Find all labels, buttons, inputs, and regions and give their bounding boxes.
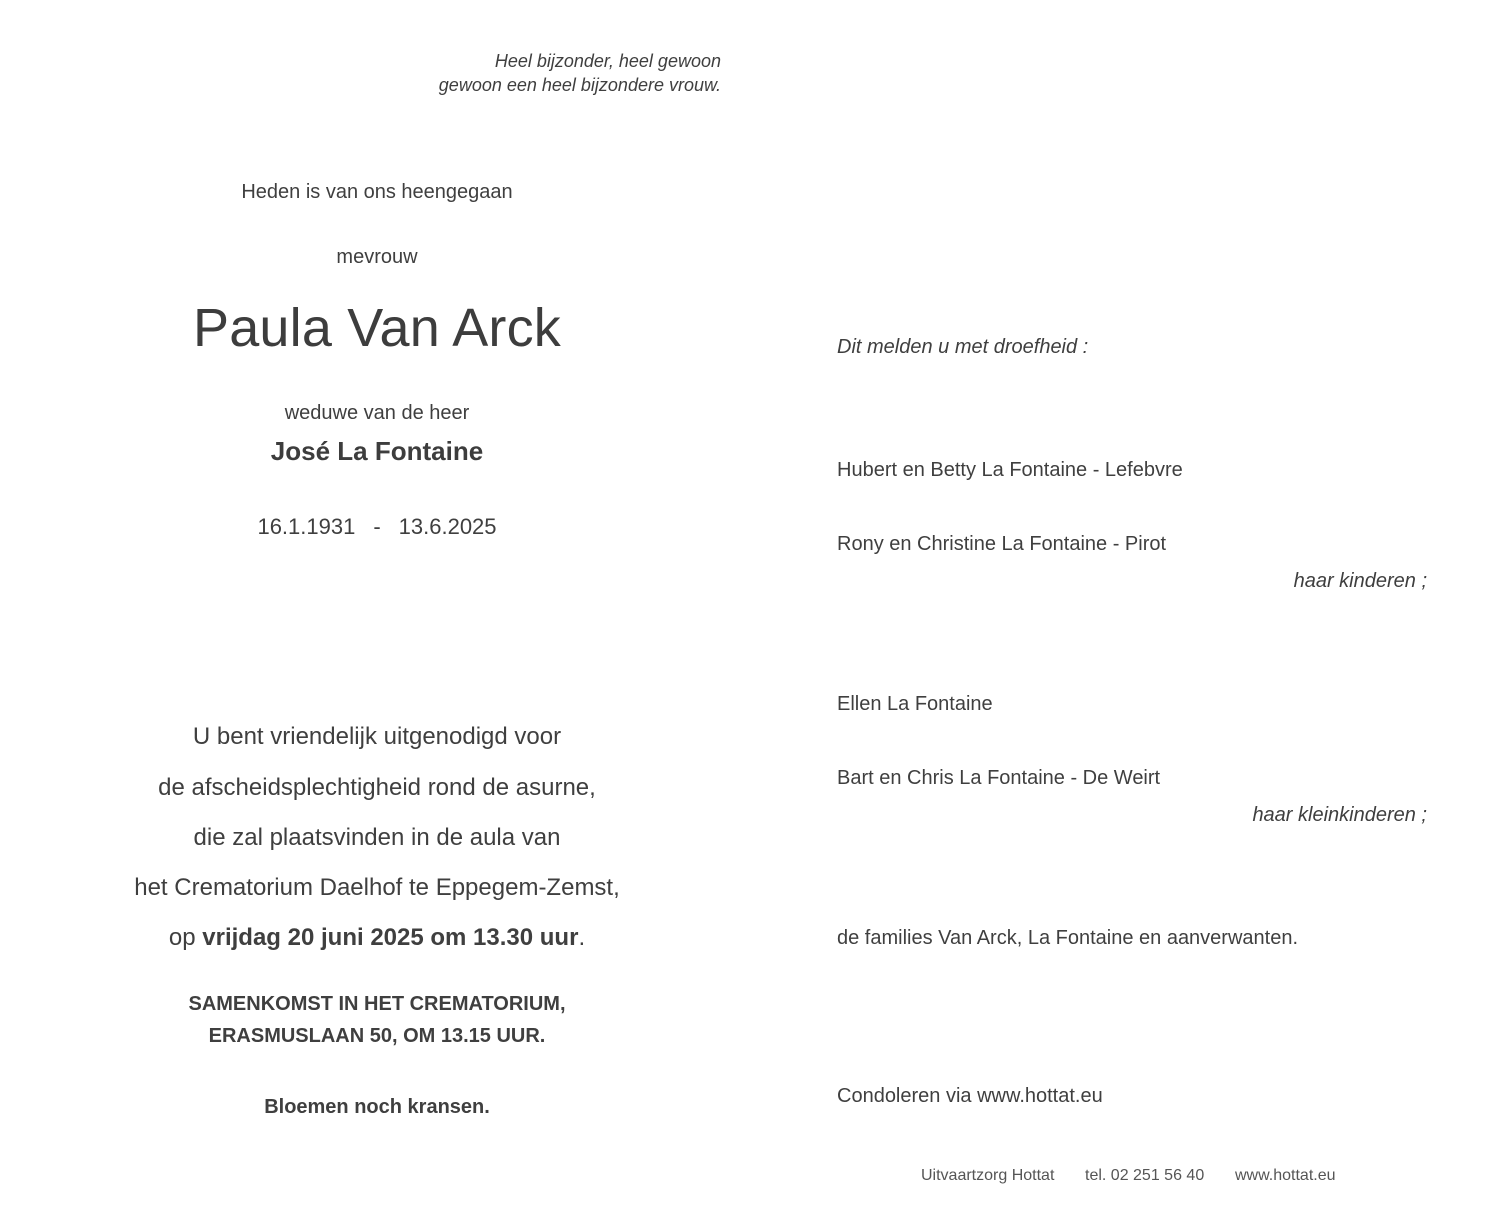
ceremony-datetime-prefix: op — [168, 924, 203, 951]
family-intro: Dit melden u met droefheid : — [837, 336, 1089, 358]
ceremony-line-1: U bent vriendelijk uitgenodigd voor — [192, 723, 562, 750]
child-1: Hubert en Betty La Fontaine - Lefebvre — [837, 459, 1183, 481]
ceremony-datetime — [90, 924, 664, 952]
gathering-line-2: ERASMUSLAAN 50, OM 13.15 UUR. — [208, 1025, 546, 1047]
ceremony-datetime-value: vrijdag 20 juni 2025 om 13.30 uur — [202, 924, 579, 951]
death-date: 13.6.2025 — [398, 514, 497, 539]
families-line: de families Van Arck, La Fontaine en aanverwanten. — [837, 927, 1299, 949]
quote — [439, 49, 721, 97]
condolences-line: Condoleren via www.hottat.eu — [837, 1085, 1103, 1107]
birth-date: 16.1.1931 — [257, 514, 356, 539]
ceremony-line-2: de afscheidsplechtigheid rond de asurne, — [158, 774, 596, 801]
announcement-intro: Heden is van ons heengegaan — [241, 181, 513, 203]
gathering-info — [90, 988, 664, 1052]
widow-of-label: weduwe van de heer — [284, 402, 470, 424]
grandchild-1: Ellen La Fontaine — [837, 693, 993, 715]
child-2: Rony en Christine La Fontaine - Pirot — [837, 533, 1167, 555]
children-label: haar kinderen ; — [1293, 570, 1427, 592]
quote-line-1: Heel bijzonder, heel gewoon — [494, 51, 721, 71]
quote-line-2: gewoon een heel bijzondere vrouw. — [438, 75, 721, 95]
life-dates — [90, 514, 664, 540]
grandchild-2: Bart en Chris La Fontaine - De Weirt — [837, 767, 1161, 789]
flowers-note: Bloemen noch kransen. — [264, 1096, 490, 1118]
ceremony-datetime-suffix: . — [578, 924, 586, 951]
deceased-name: Paula Van Arck — [192, 298, 561, 358]
date-separator: - — [373, 514, 381, 539]
ceremony-line-4: het Crematorium Daelhof te Eppegem-Zemst, — [134, 874, 620, 901]
grandchildren-label: haar kleinkinderen ; — [1252, 804, 1427, 826]
ceremony-line-3: die zal plaatsvinden in de aula van — [193, 824, 561, 851]
footer-website[interactable]: www.hottat.eu — [1235, 1167, 1336, 1184]
husband-name: José La Fontaine — [270, 436, 484, 466]
deceased-title: mevrouw — [336, 246, 418, 268]
footer-phone: tel. 02 251 56 40 — [1085, 1167, 1205, 1184]
gathering-line-1: SAMENKOMST IN HET CREMATORIUM, — [188, 993, 566, 1015]
footer-company: Uitvaartzorg Hottat — [921, 1167, 1055, 1184]
